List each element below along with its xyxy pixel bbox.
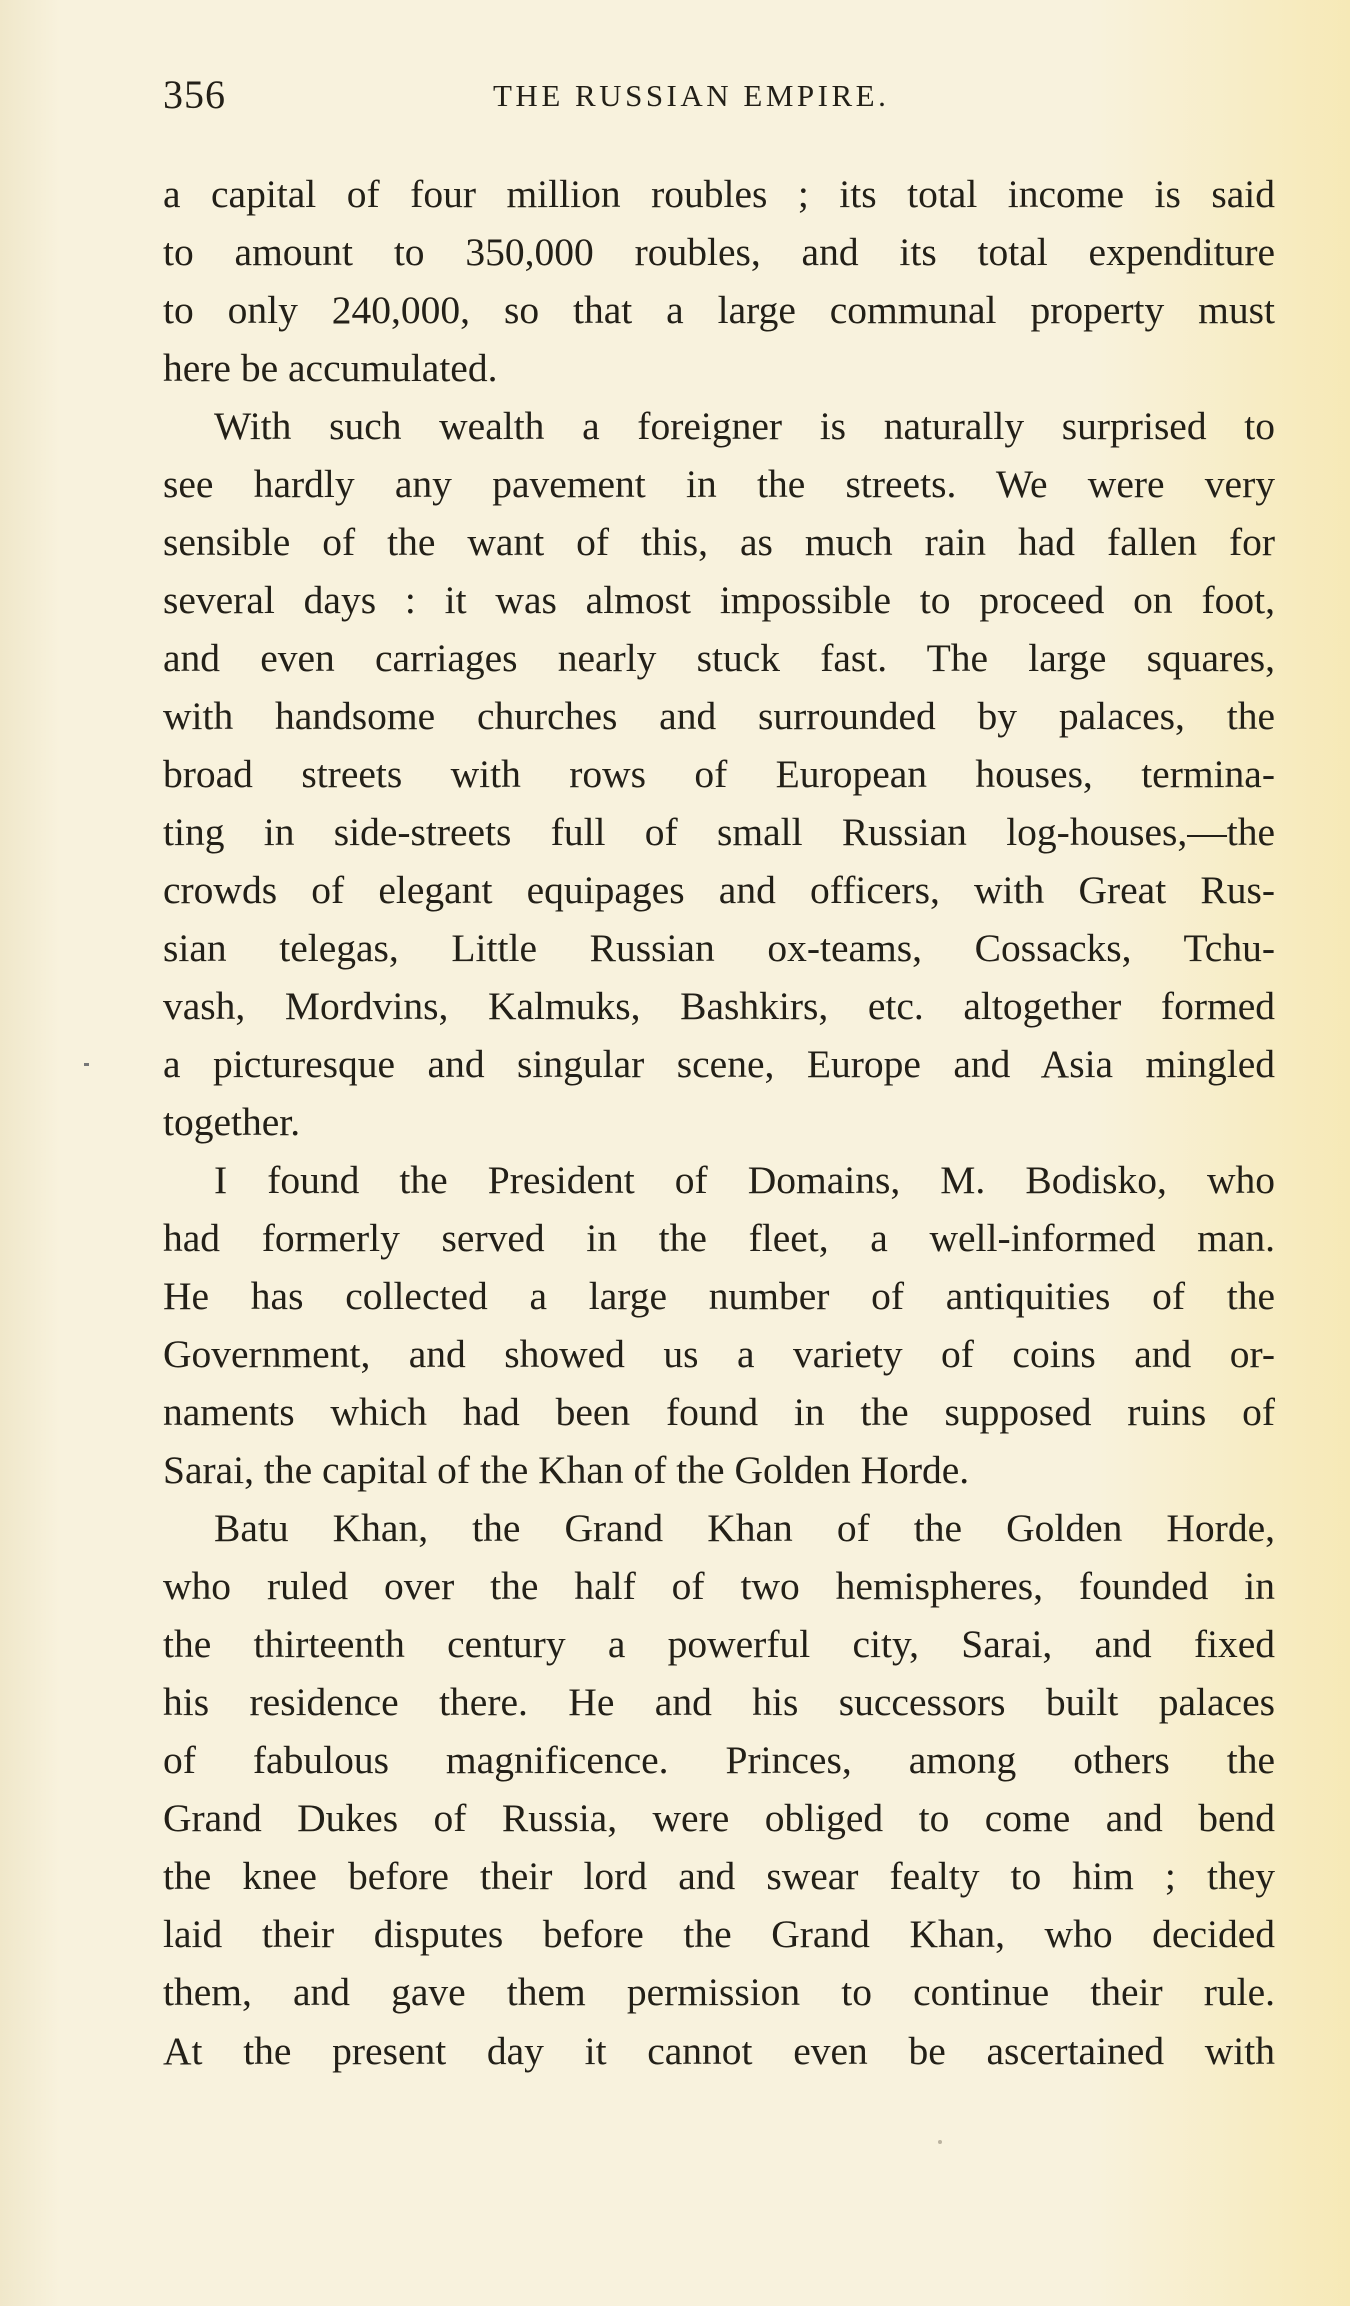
text-line: and even carriages nearly stuck fast. The large squares, (163, 636, 1275, 681)
text-line: to amount to 350,000 roubles, and its total expenditure (163, 230, 1275, 275)
text-line: a capital of four million roubles ; its total income is said (163, 172, 1275, 216)
text-line: sian telegas, Little Russian ox-teams, Cossacks, Tchu- (163, 926, 1275, 971)
text-line: Batu Khan, the Grand Khan of the Golden Horde, (214, 1506, 1275, 1551)
body-text (163, 165, 1275, 2080)
text-line: together. (163, 1100, 301, 1145)
text-line: had formerly served in the fleet, a well-informed man. (163, 1216, 1275, 1261)
text-line: of fabulous magnificence. Princes, among others the (163, 1738, 1275, 1783)
paper-speck (938, 2140, 942, 2144)
text-line: laid their disputes before the Grand Khan, who decided (163, 1912, 1275, 1957)
text-line: Government, and showed us a variety of coins and or- (163, 1332, 1275, 1377)
text-line: here be accumulated. (163, 346, 498, 391)
text-line: sensible of the want of this, as much rain had fallen for (163, 520, 1275, 565)
text-line: who ruled over the half of two hemispheres, founded in (163, 1564, 1275, 1609)
text-line: them, and gave them permission to continue their rule. (163, 1970, 1275, 2015)
text-line: to only 240,000, so that a large communal property must (163, 288, 1275, 333)
text-line: broad streets with rows of European houses, termina- (163, 752, 1275, 797)
text-line: With such wealth a foreigner is naturally surprised to (214, 404, 1275, 449)
text-line: a picturesque and singular scene, Europe and Asia mingled (163, 1042, 1275, 1087)
text-line: Grand Dukes of Russia, were obliged to come and bend (163, 1796, 1275, 1841)
text-line: I found the President of Domains, M. Bodisko, who (214, 1158, 1275, 1203)
text-line: with handsome churches and surrounded by palaces, the (163, 694, 1275, 739)
text-line: He has collected a large number of antiquities of the (163, 1274, 1275, 1319)
text-line: vash, Mordvins, Kalmuks, Bashkirs, etc. altogether formed (163, 984, 1275, 1029)
text-line: Sarai, the capital of the Khan of the Golden Horde. (163, 1448, 970, 1493)
text-line: At the present day it cannot even be ascertained with (163, 2028, 1275, 2073)
text-line: the thirteenth century a powerful city, Sarai, and fixed (163, 1622, 1275, 1667)
page-header (163, 70, 1275, 120)
text-line: naments which had been found in the supposed ruins of (163, 1390, 1275, 1435)
page-number: 356 (163, 72, 226, 117)
text-line: several days : it was almost impossible to proceed on foot, (163, 578, 1275, 623)
margin-mark (84, 1063, 89, 1066)
text-line: see hardly any pavement in the streets. We were very (163, 462, 1275, 507)
text-line: ting in side-streets full of small Russian log-houses,—the (163, 810, 1275, 855)
text-line: the knee before their lord and swear fealty to him ; they (163, 1854, 1275, 1899)
text-line: his residence there. He and his successors built palaces (163, 1680, 1275, 1725)
text-line: crowds of elegant equipages and officers, with Great Rus- (163, 868, 1275, 913)
running-head: THE RUSSIAN EMPIRE. (493, 78, 890, 113)
